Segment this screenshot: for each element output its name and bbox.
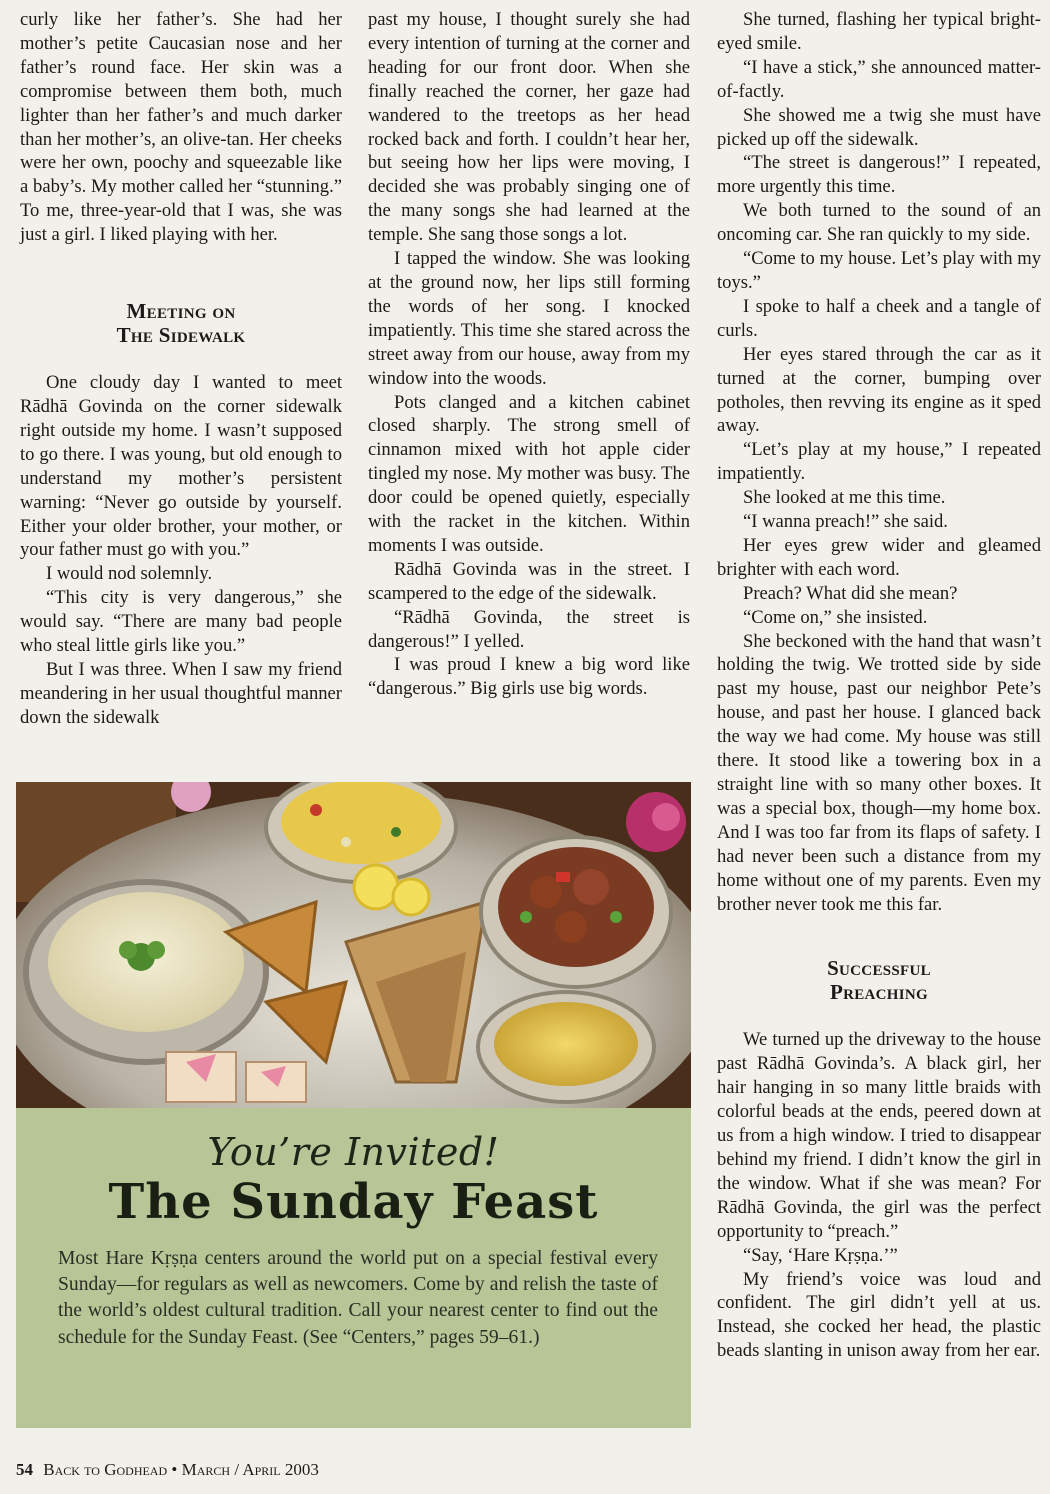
paragraph: I would nod solemnly.	[46, 563, 213, 585]
paragraph: past my house, I thought surely she had every intention of turning at the corner and heading for our front door. When she finally reached the corner, her gaze had wandered to the treetops as her head rocked back and forth. I couldn’t hear her, but seeing how her lips were moving, I decided she was probably singing one of the many songs she had learned at the temple. She sang those songs a lot.	[368, 9, 690, 246]
paragraph: She turned, flashing her typical bright-eyed smile.	[717, 9, 1041, 54]
paragraph: She looked at me this time.	[743, 487, 946, 509]
paragraph: “Come on,” she insisted.	[743, 606, 928, 628]
paragraph: I spoke to half a cheek and a tangle of curls.	[717, 295, 1041, 341]
paragraph: Preach? What did she mean?	[743, 582, 958, 604]
paragraph: “Rādhā Govinda, the street is dangerous!” I yelled.	[368, 606, 690, 652]
paragraph: Her eyes grew wider and gleamed brighter with each word.	[717, 534, 1041, 580]
paragraph: But I was three. When I saw my friend meandering in her usual thoughtful manner down the sidewalk	[20, 658, 342, 728]
section-heading-preaching	[717, 956, 1041, 1004]
heading-line: Preaching	[829, 980, 929, 1005]
invitation-heading: You’re Invited!	[207, 1130, 500, 1174]
issue-date: March / April 2003	[181, 1460, 319, 1479]
feast-photo	[16, 782, 691, 1108]
paragraph: She beckoned with the hand that wasn’t holding the twig. We trotted side by side past my house, past our neighbor Pete’s house, and past her house. I glanced back the way we had come. My house was still there. It stood like a towering box in a straight line with so many other boxes. It was a special box, though—my home box. And I was too far from its flaps of safety. I had never been such a distance from my home without one of my parents. Even my brother never took me this far.	[717, 630, 1041, 915]
article-column-1	[20, 8, 342, 730]
paragraph: “Come to my house. Let’s play with my toys.”	[717, 248, 1041, 293]
paragraph: Pots clanged and a kitchen cabinet closed sharply. The strong smell of cinnamon mixed with hot apple cider tingled my nose. My mother was busy. The door could be opened quietly, especially with the racket in the kitchen. Within moments I was outside.	[368, 391, 690, 556]
paragraph: “I wanna preach!” she said.	[743, 511, 948, 533]
paragraph: “The street is dangerous!” I repeated, more urgently this time.	[717, 152, 1041, 198]
paragraph: I was proud I knew a big word like “dangerous.” Big girls use big words.	[368, 654, 690, 700]
paragraph: One cloudy day I wanted to meet Rādhā Govinda on the corner sidewalk right outside my home. I wasn’t supposed to go there. I was young, but old enough to understand my mother’s persistent warning: “Never go outside by yourself. Either your older brother, your mother, or your father must go with you.”	[20, 372, 342, 561]
feast-title: The Sunday Feast	[108, 1174, 599, 1230]
heading-line: The Sidewalk	[116, 323, 246, 348]
paragraph: “This city is very dangerous,” she would say. “There are many bad people who steal little girls like you.”	[20, 587, 342, 657]
heading-line: Successful	[827, 956, 931, 981]
feast-description: Most Hare Kṛṣṇa centers around the world put on a special festival every Sunday—for regulars as well as newcomers. Come by and relish the taste of the world’s oldest cultural tradition. Call your nearest center to find out the schedule for the Sunday Feast. (See “Centers,” pages 59–61.)	[58, 1248, 658, 1348]
article-column-2	[368, 8, 690, 701]
sunday-feast-panel	[16, 1108, 691, 1428]
paragraph: My friend’s voice was loud and confident. The girl didn’t yell at us. Instead, she cocked her head, the plastic beads slanting in unison away from her ear.	[717, 1268, 1041, 1362]
paragraph: “Let’s play at my house,” I repeated impatiently.	[717, 439, 1041, 485]
heading-line: Meeting on	[126, 299, 236, 324]
magazine-name: Back to Godhead	[43, 1460, 168, 1479]
paragraph: We turned up the driveway to the house past Rādhā Govinda’s. A black girl, her hair hanging in so many little braids with colorful beads at the ends, peered down at us from a high window. I tried to disappear behind my friend. I didn’t know the girl in the window. What if she was mean? For Rādhā Govinda, the girl was the perfect opportunity to “preach.”	[717, 1029, 1041, 1242]
section-heading-meeting	[20, 299, 342, 347]
paragraph: Her eyes stared through the car as it turned at the corner, bumping over potholes, then revving its engine as it sped away.	[717, 343, 1041, 437]
paragraph: She showed me a twig she must have picked up off the sidewalk.	[717, 104, 1041, 150]
paragraph: I tapped the window. She was looking at the ground now, her lips still forming the words of her song. I knocked impatiently. This time she stared across the street away from our house, away from my window into the woods.	[368, 248, 690, 389]
paragraph: Rādhā Govinda was in the street. I scampered to the edge of the sidewalk.	[368, 558, 690, 604]
paragraph: curly like her father’s. She had her mother’s petite Caucasian nose and her father’s round face. Her skin was a compromise between them both, much lighter than her father’s and much darker than her mother’s, an olive-tan. Her cheeks were her own, poochy and squeezable like a baby’s. My mother called her “stunning.” To me, three-year-old that I was, she was just a girl. I liked playing with her.	[20, 9, 342, 246]
paragraph: We both turned to the sound of an oncoming car. She ran quickly to my side.	[717, 200, 1041, 246]
article-column-3	[717, 8, 1041, 1363]
footer-separator: •	[171, 1460, 178, 1479]
paragraph: “Say, ‘Hare Kṛṣṇa.’”	[743, 1244, 898, 1266]
page-number: 54	[16, 1460, 33, 1479]
paragraph: “I have a stick,” she announced matter-of-factly.	[717, 56, 1041, 102]
page-footer	[16, 1460, 319, 1480]
